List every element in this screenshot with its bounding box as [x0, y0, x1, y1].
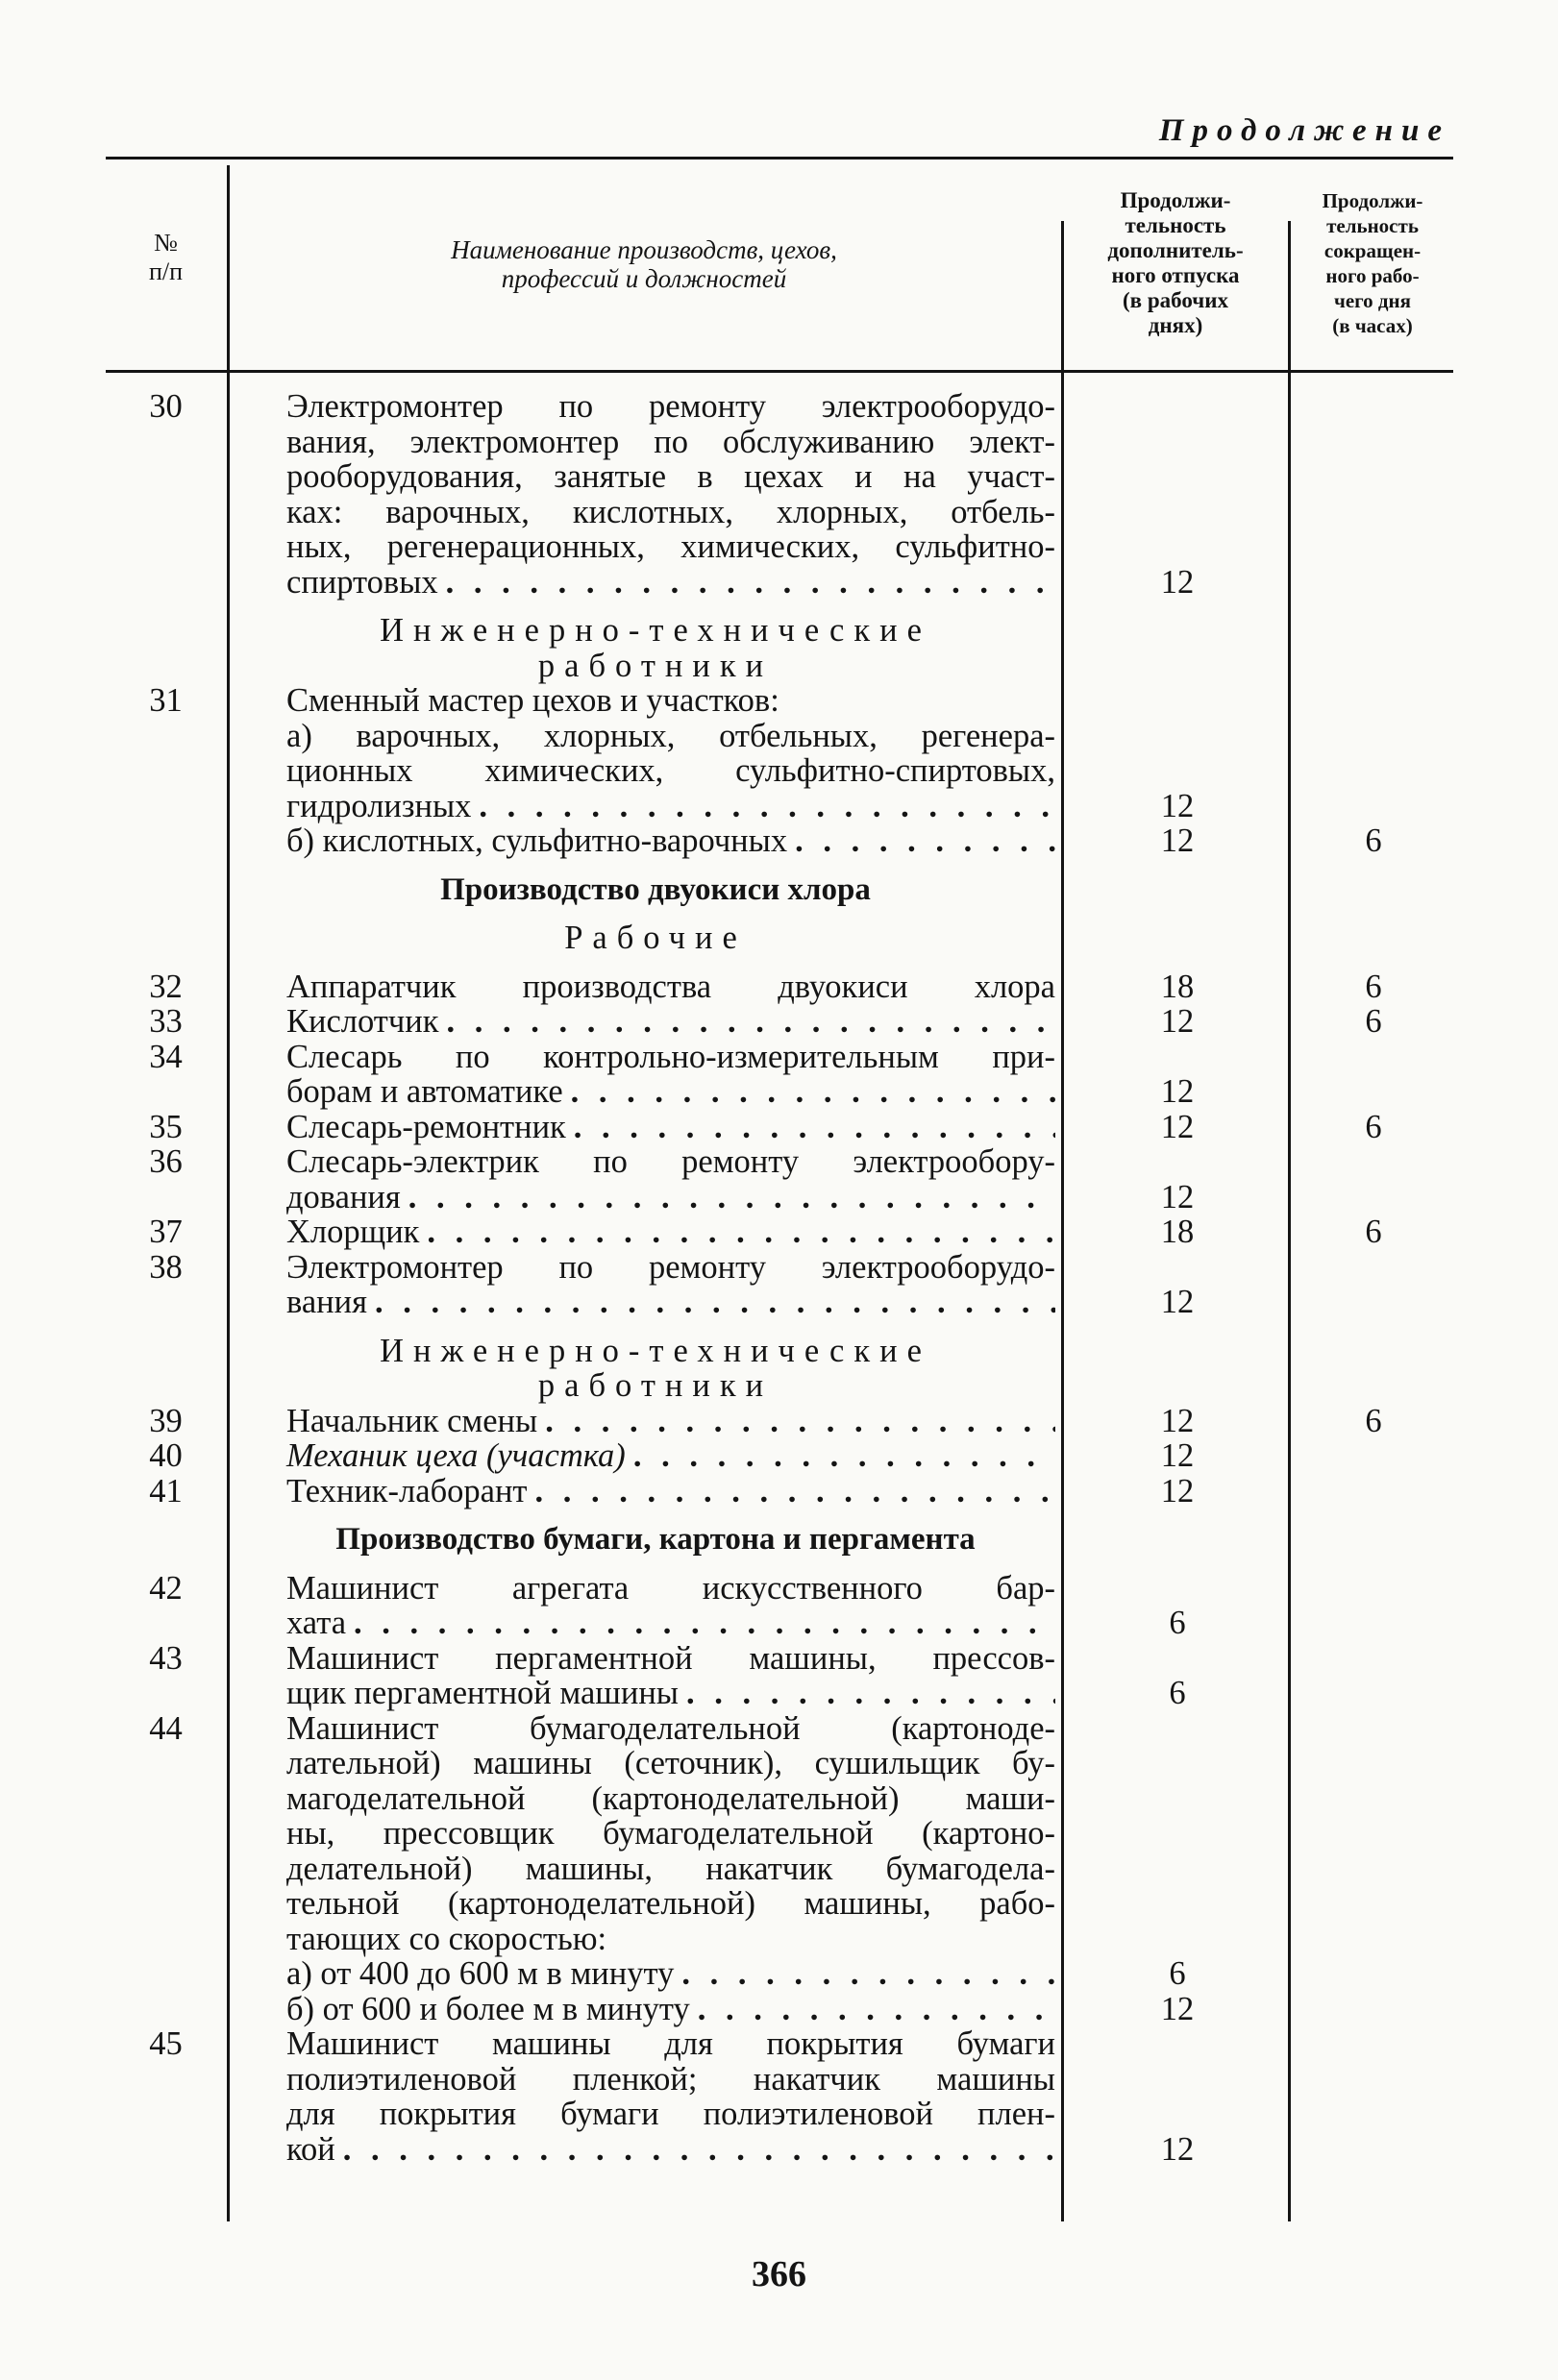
table-row-33: 33 Кислотчик . . . 12 6: [0, 1004, 1558, 1040]
table-row-44a: а) от 400 до 600 м в минуту . . . 6: [0, 1956, 1558, 1992]
table-row-34: 34 Слесарь по контрольно-измерительным при- борам и автоматике . . . 12: [0, 1040, 1558, 1110]
table-row-37: 37 Хлорщик . . . 18 6: [0, 1215, 1558, 1250]
subsection-workers: Рабочие: [564, 920, 747, 956]
header-number: № п/п: [148, 229, 184, 285]
table-row-31b: б) кислотных, сульфитно-варочных . . . 12 6: [0, 823, 1558, 859]
table-row-39: 39 Начальник смены . . . 12 6: [0, 1404, 1558, 1439]
page-number: 366: [752, 2254, 806, 2294]
table-row-36: 36 Слесарь-электрик по ремонту электрообору- дования . . . 12: [0, 1144, 1558, 1215]
table-row-35: 35 Слесарь-ремонтник . . . 12 6: [0, 1110, 1558, 1145]
table-row-40: 40 Механик цеха (участка) . . . 12: [0, 1438, 1558, 1474]
table-body: [0, 389, 1558, 2167]
table-row-30: [0, 389, 1558, 600]
table-row-43: 43 Машинист пергаментной машины, прессов- щик пергаментной машины . . . 6: [0, 1641, 1558, 1711]
table-row-32: 32 Аппаратчик производства двуокиси хлора 18 6: [149, 968, 1382, 1005]
table-row-45: 45 Машинист машины для покрытия бумаги полиэтиленовой пленкой; накатчик машины для покрытия бумаги полиэтиленовой плен- кой . . . 12: [0, 2026, 1558, 2167]
row-number: 30: [149, 388, 183, 425]
header-bottom-rule: [106, 370, 1453, 373]
section-heading-engineering-2: Инженерно-технические работники: [380, 1332, 931, 1404]
table-row-42: 42 Машинист агрегата искусственного бар- хата . . . 6: [0, 1571, 1558, 1641]
row-description: Сменный мастер цехов и участков: а) варочных, хлорных, отбельных, регенера- ционных химических, сульфитно-спиртовых,: [286, 682, 1055, 789]
row-number: 31: [149, 682, 183, 719]
header-shortened-day: Продолжи- тельность сокращен- ного рабо- чего дня (в часах): [1322, 189, 1423, 337]
continuation-label: Продолжение: [1158, 113, 1450, 148]
table-row-31a: гидролизных . . . 12: [0, 789, 1558, 824]
table-top-rule: [106, 157, 1453, 159]
table-row-44b: б) от 600 и более м в минуту . . . 12: [0, 1992, 1558, 2027]
header-additional-leave: Продолжи- тельность дополнитель- ного отпуска (в рабочих днях): [1107, 188, 1244, 337]
section-heading-paper: Производство бумаги, картона и пергамента: [335, 1522, 976, 1557]
table-row-38: 38 Электромонтер по ремонту электрооборудо- вания . . . 12: [0, 1250, 1558, 1320]
table-row-31: [0, 683, 1558, 789]
section-heading-chlorine-dioxide: Производство двуокиси хлора: [440, 871, 871, 907]
table-row-44: 44 Машинист бумагоделательной (картоноде- лательной) машины (сеточник), сушильщик бу- магоделательной (картоноделательной) маши- ны, прессовщик бумагоделательной (картоно- делательной) машины, накатчик бумагодела- тельной (картоноделательной) машины, рабо- тающих со скоростью:: [149, 1709, 1055, 1957]
header-name: Наименование производств, цехов, профессий и должностей: [451, 235, 837, 293]
row-description: Электромонтер по ремонту электрооборудо- вания, электромонтер по обслуживанию элект- рооборудования, занятые в цехах и на участ- ках: варочных, кислотных, хлорных, отбель- ных, регенерационных, химических, сульфитно- спиртовых . . .: [286, 389, 1055, 600]
section-heading-engineering-1: Инженерно-технические работники: [380, 612, 931, 684]
value-additional-leave: 12: [1160, 563, 1195, 601]
table-row-41: 41 Техник-лаборант . . . 12: [0, 1474, 1558, 1509]
